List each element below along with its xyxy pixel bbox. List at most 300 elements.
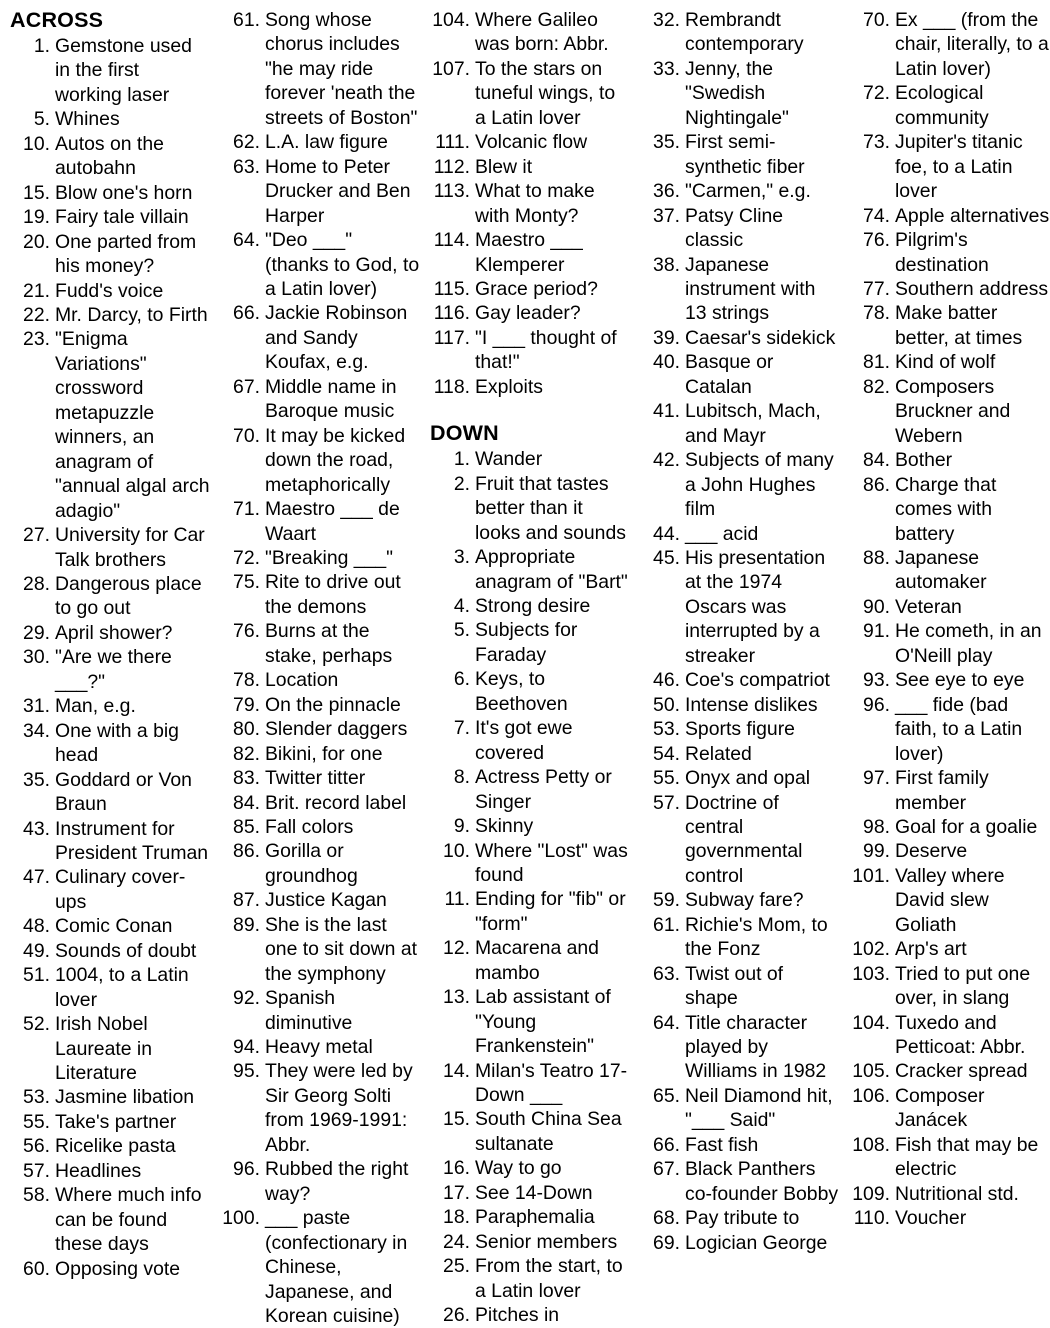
clue-number: 53. [23,1086,50,1109]
clue-number: 13. [443,986,470,1009]
clue-number: 77. [863,277,890,300]
clue-number: 96. [863,693,890,716]
clue-text: First semi-synthetic fiber [685,131,805,178]
clue-item [430,447,630,471]
clue-item [10,1183,210,1256]
clue-item [430,1303,630,1327]
clue-number: 48. [23,915,50,938]
clue-item [640,1157,840,1206]
clue-item [220,668,420,692]
clue-number: 55. [653,767,680,790]
clue-text: Maestro ___ de Waart [265,498,400,545]
clue-item [640,913,840,962]
clue-item [640,1011,840,1084]
clue-text: To the stars on tuneful wings, to a Latin lover [475,57,616,129]
clue-item [850,815,1050,839]
clue-text: Justice Kagan [265,889,387,912]
clue-text: What to make with Monty? [475,180,595,227]
clue-number: 5. [33,108,50,131]
clue-item [10,817,210,866]
clue-item [640,1231,840,1255]
clue-number: 84. [863,449,890,472]
clue-number: 38. [653,253,680,276]
clue-number: 94. [233,1036,260,1059]
clue-item [850,1011,1050,1060]
clue-text: Doctrine of central governmental control [685,791,803,887]
clue-item [850,937,1050,961]
clue-text: Patsy Cline classic [685,204,784,252]
clue-item [850,1059,1050,1083]
clue-item [850,766,1050,815]
clue-item [220,888,420,912]
clue-text: Jenny, the "Swedish Nightingale" [685,57,789,129]
clue-text: Arp's art [895,938,967,961]
clue-number: 96. [233,1158,260,1181]
section-heading-across: ACROSS [10,8,104,32]
clue-text: Comic Conan [55,915,173,938]
clue-text: Maestro ___ Klemperer [475,229,583,276]
clue-number: 21. [23,279,50,302]
clue-item [10,914,210,938]
clue-item [850,301,1050,350]
clue-item [220,546,420,570]
clue-number: 106. [852,1084,890,1107]
clue-text: Fairy tale villain [55,206,189,229]
clue-item [430,887,630,936]
clue-text: Blow one's horn [55,181,193,204]
clue-item [430,8,630,57]
clue-text: Man, e.g. [55,695,136,718]
clue-number: 95. [233,1060,260,1083]
clue-number: 47. [23,866,50,889]
clue-number: 104. [852,1011,890,1034]
clue-text: Apple alternatives [895,204,1050,227]
clue-text: Fruit that tastes better than it looks and sounds [475,472,626,544]
clue-item [850,81,1050,130]
clue-number: 90. [863,595,890,618]
clue-item [430,1059,630,1108]
clue-number: 58. [23,1184,50,1207]
clue-item [430,839,630,888]
clue-item [640,717,840,741]
clue-text: ___ fide (bad faith, to a Latin lover) [895,693,1023,765]
clue-text: Pay tribute to [685,1207,800,1230]
clue-number: 30. [23,646,50,669]
clue-item [220,570,420,619]
clue-text: "Enigma Variations" crossword metapuzzle winners, an anagram of "annual algal arch adagio" [55,328,210,522]
clue-item [430,594,630,618]
clue-item [430,1254,630,1303]
clue-number: 63. [653,962,680,985]
clue-number: 40. [653,351,680,374]
clue-item [10,1012,210,1085]
clue-text: Caesar's sidekick [685,326,836,349]
clue-item [10,1159,210,1183]
clue-text: Composers Bruckner and Webern [895,375,1011,447]
clue-text: Way to go [475,1157,562,1180]
clue-item [640,130,840,179]
clue-list [10,34,210,1281]
clue-text: Strong desire [475,594,591,617]
clue-number: 99. [863,840,890,863]
clue-number: 73. [863,131,890,154]
clue-number: 6. [453,668,470,691]
clue-text: Song whose chorus includes "he may ride forever 'neath the streets of Boston" [265,9,418,129]
clue-number: 109. [852,1182,890,1205]
clue-item [850,1206,1050,1230]
clue-number: 66. [233,302,260,325]
clue-number: 12. [443,937,470,960]
clue-number: 76. [863,229,890,252]
clue-number: 61. [233,9,260,31]
clue-item [220,497,420,546]
clue-item [850,448,1050,472]
clue-number: 37. [653,204,680,227]
clue-text: Voucher [895,1207,967,1230]
clue-text: Heavy metal [265,1036,373,1059]
clue-item [850,864,1050,937]
clue-text: Cracker spread [895,1060,1028,1083]
clue-number: 50. [653,693,680,716]
clue-item [850,962,1050,1011]
clue-item [850,228,1050,277]
clue-number: 104. [432,9,470,31]
clue-number: 24. [443,1230,470,1253]
clue-text: Subway fare? [685,889,804,912]
clue-number: 97. [863,767,890,790]
clue-text: Make batter better, at times [895,302,1023,349]
clue-text: Middle name in Baroque music [265,375,397,423]
clue-item [430,57,630,130]
clue-number: 31. [23,695,50,718]
clue-item [10,963,210,1012]
clue-number: 80. [233,718,260,741]
clue-item [640,962,840,1011]
clue-item [10,132,210,181]
clue-text: Jackie Robinson and Sandy Koufax, e.g. [265,302,408,374]
clue-number: 29. [23,621,50,644]
clue-number: 1. [33,35,50,57]
clue-item [220,619,420,668]
clue-item [430,814,630,838]
clue-item [430,179,630,228]
clue-item [640,326,840,350]
clue-number: 87. [233,889,260,912]
clue-item [430,375,630,399]
clue-number: 67. [653,1158,680,1181]
clue-text: South China Sea sultanate [475,1108,622,1155]
clue-number: 70. [233,424,260,447]
clue-item [850,1084,1050,1133]
clue-text: "Breaking ___" [265,546,394,569]
clue-number: 114. [433,229,470,252]
clue-number: 14. [443,1059,470,1082]
clue-text: Fudd's voice [55,279,164,302]
clue-item [850,473,1050,546]
clue-number: 49. [23,939,50,962]
clue-text: Rubbed the right way? [265,1158,409,1205]
clue-number: 60. [23,1257,50,1280]
clue-list [220,8,420,1328]
clue-text: Spanish diminutive [265,987,353,1034]
clue-number: 18. [443,1206,470,1229]
clue-number: 108. [852,1133,890,1156]
clue-number: 44. [653,522,680,545]
clue-item [220,228,420,301]
clue-number: 91. [863,620,890,643]
clue-item [220,375,420,424]
clue-text: It's got ewe covered [475,717,573,764]
clue-item [10,939,210,963]
clue-item [10,1085,210,1109]
clue-text: Logician George [685,1231,828,1254]
clue-text: Composer Janácek [895,1084,985,1132]
clue-item [850,375,1050,448]
clue-item [850,693,1050,766]
clue-number: 65. [653,1084,680,1107]
clue-number: 98. [863,815,890,838]
clue-text: Deserve [895,840,968,863]
clue-number: 57. [23,1159,50,1182]
clue-text: Macarena and mambo [475,937,599,984]
clue-number: 83. [233,767,260,790]
clue-number: 23. [23,328,50,351]
clue-item [10,572,210,621]
clue-item [430,1107,630,1156]
clue-item [10,303,210,327]
clue-text: Rembrandt contemporary [685,9,804,56]
clue-number: 113. [433,180,470,203]
clue-text: Ex ___ (from the chair, literally, to a Latin lover) [895,9,1049,80]
clue-item [10,181,210,205]
clue-number: 111. [435,131,470,154]
clue-number: 55. [23,1110,50,1133]
clue-number: 103. [852,962,890,985]
clue-number: 64. [653,1011,680,1034]
clue-text: Japanese instrument with 13 strings [685,253,816,325]
clue-text: Subjects for Faraday [475,619,578,666]
clue-item [10,865,210,914]
clue-number: 5. [453,619,470,642]
clue-number: 46. [653,669,680,692]
clue-item [640,766,840,790]
clue-text: Fish that may be electric [895,1133,1039,1181]
clue-text: Location [265,669,339,692]
clue-text: Slender daggers [265,718,408,741]
clue-item [640,57,840,130]
clue-text: 1004, to a Latin lover [55,964,189,1011]
clue-text: Twitter titter [265,767,366,790]
clue-text: Appropriate anagram of "Bart" [475,546,628,593]
clue-item [850,839,1050,863]
clue-text: Onyx and opal [685,767,811,790]
clue-item [640,399,840,448]
clue-text: Subjects of many a John Hughes film [685,449,834,521]
clue-number: 8. [453,766,470,789]
clue-item [220,1206,420,1328]
clue-item [10,279,210,303]
clue-text: Where "Lost" was found [475,839,628,886]
clue-item [640,546,840,668]
clue-item [10,694,210,718]
clue-item [220,1157,420,1206]
clue-text: One with a big head [55,719,179,767]
clue-number: 10. [23,132,50,155]
clue-number: 66. [653,1133,680,1156]
clue-number: 25. [443,1255,470,1278]
clue-text: Sounds of doubt [55,939,197,962]
clue-text: Southern address [895,277,1049,300]
clue-number: 35. [23,768,50,791]
clue-item [640,253,840,326]
clue-text: Irish Nobel Laureate in Literature [55,1013,153,1085]
clue-item [10,1257,210,1281]
clue-item [430,130,630,154]
clue-text: Valley where David slew Goliath [895,864,1005,936]
clue-item [850,277,1050,301]
clue-text: Japanese automaker [895,546,987,594]
clue-text: Where Galileo was born: Abbr. [475,9,609,56]
clue-text: April shower? [55,621,173,644]
clue-number: 28. [23,572,50,595]
clue-number: 82. [863,375,890,398]
clue-item [850,546,1050,595]
clue-item [220,155,420,228]
clue-text: Keys, to Beethoven [475,668,568,715]
clue-text: Mr. Darcy, to Firth [55,303,208,326]
clue-item [850,595,1050,619]
clue-text: Volcanic flow [475,131,588,154]
clue-text: Gemstone used in the first working laser [55,35,192,106]
clue-item [220,791,420,815]
clue-number: 3. [453,546,470,569]
clue-item [220,986,420,1035]
clue-text: ___ paste (confectionary in Chinese, Japanese, and Korean cuisine) [265,1207,408,1328]
clue-number: 52. [23,1013,50,1036]
clue-number: 72. [863,82,890,105]
clue-text: Charge that comes with battery [895,473,997,545]
section-heading-down: DOWN [430,421,499,446]
clue-item [220,1059,420,1157]
clue-number: 89. [233,913,260,936]
clue-item [640,179,840,203]
clue-text: Wander [475,448,543,471]
clue-text: Goal for a goalie [895,815,1038,838]
clue-text: Sports figure [685,718,795,741]
clue-item [220,130,420,154]
clue-item [430,667,630,716]
clue-number: 78. [863,302,890,325]
clue-item [850,1133,1050,1182]
clue-text: Paraphemalia [475,1206,595,1229]
clue-number: 86. [233,840,260,863]
clue-item [10,1110,210,1134]
clue-number: 72. [233,546,260,569]
clue-text: Title character played by Williams in 1982 [685,1011,827,1083]
clue-text: Grace period? [475,277,598,300]
clue-item [640,791,840,889]
clue-number: 82. [233,742,260,765]
clue-number: 51. [23,964,50,987]
clue-number: 32. [653,9,680,31]
clue-text: He cometh, in an O'Neill play [895,620,1042,667]
clue-text: Whines [55,108,120,131]
clue-text: Take's partner [55,1110,177,1133]
clue-text: "I ___ thought of that!" [475,326,617,374]
clue-item [640,668,840,692]
clue-text: Home to Peter Drucker and Ben Harper [265,155,411,227]
clue-column [424,8,634,1328]
clue-item [220,1035,420,1059]
clue-text: Kind of wolf [895,351,996,374]
clue-text: She is the last one to sit down at the symphony [265,913,417,985]
clue-text: Actress Petty or Singer [475,766,612,813]
clue-item [430,545,630,594]
clue-text: Jasmine libation [55,1086,195,1109]
clue-item [10,34,210,107]
clue-column [4,8,214,1281]
clue-text: See 14-Down [475,1181,593,1204]
clue-number: 34. [23,719,50,742]
clue-item [10,621,210,645]
clue-number: 93. [863,669,890,692]
clue-text: Headlines [55,1159,142,1182]
clue-item [10,523,210,572]
clue-item [220,717,420,741]
clue-number: 15. [23,181,50,204]
clue-number: 11. [444,888,470,911]
clue-text: Pitches in [475,1304,560,1327]
clue-text: Veteran [895,595,962,618]
clue-number: 79. [233,693,260,716]
clue-item [640,1206,840,1230]
clue-number: 9. [453,815,470,838]
clue-item [430,1230,630,1254]
clue-text: Milan's Teatro 17-Down ___ [475,1059,628,1107]
clue-text: Related [685,742,752,765]
clue-number: 2. [453,472,470,495]
clue-number: 45. [653,546,680,569]
clue-item [220,913,420,986]
clue-item [850,1182,1050,1206]
clue-text: Brit. record label [265,791,407,814]
clue-item [850,668,1050,692]
clue-text: They were led by Sir Georg Solti from 1969-1991: Abbr. [265,1060,413,1156]
clue-text: Fall colors [265,815,354,838]
clue-number: 39. [653,326,680,349]
clue-item [640,888,840,912]
clue-item [220,424,420,497]
clue-text: It may be kicked down the road, metaphorically [265,424,406,496]
clue-number: 107. [432,57,470,80]
clue-text: Goddard or Von Braun [55,768,192,816]
clue-text: Ricelike pasta [55,1135,176,1158]
clue-number: 105. [852,1060,890,1083]
clue-number: 74. [863,204,890,227]
clue-item [430,985,630,1058]
clue-text: From the start, to a Latin lover [475,1255,623,1302]
clue-number: 88. [863,546,890,569]
clue-text: Fast fish [685,1133,759,1156]
clue-text: Lab assistant of "Young Frankenstein" [475,986,611,1058]
clue-text: Intense dislikes [685,693,818,716]
clue-item [220,815,420,839]
clue-number: 15. [443,1108,470,1131]
clue-number: 16. [443,1157,470,1180]
clue-number: 118. [433,375,470,398]
clue-text: Ending for "fib" or "form" [475,888,626,935]
clue-number: 17. [443,1181,470,1204]
